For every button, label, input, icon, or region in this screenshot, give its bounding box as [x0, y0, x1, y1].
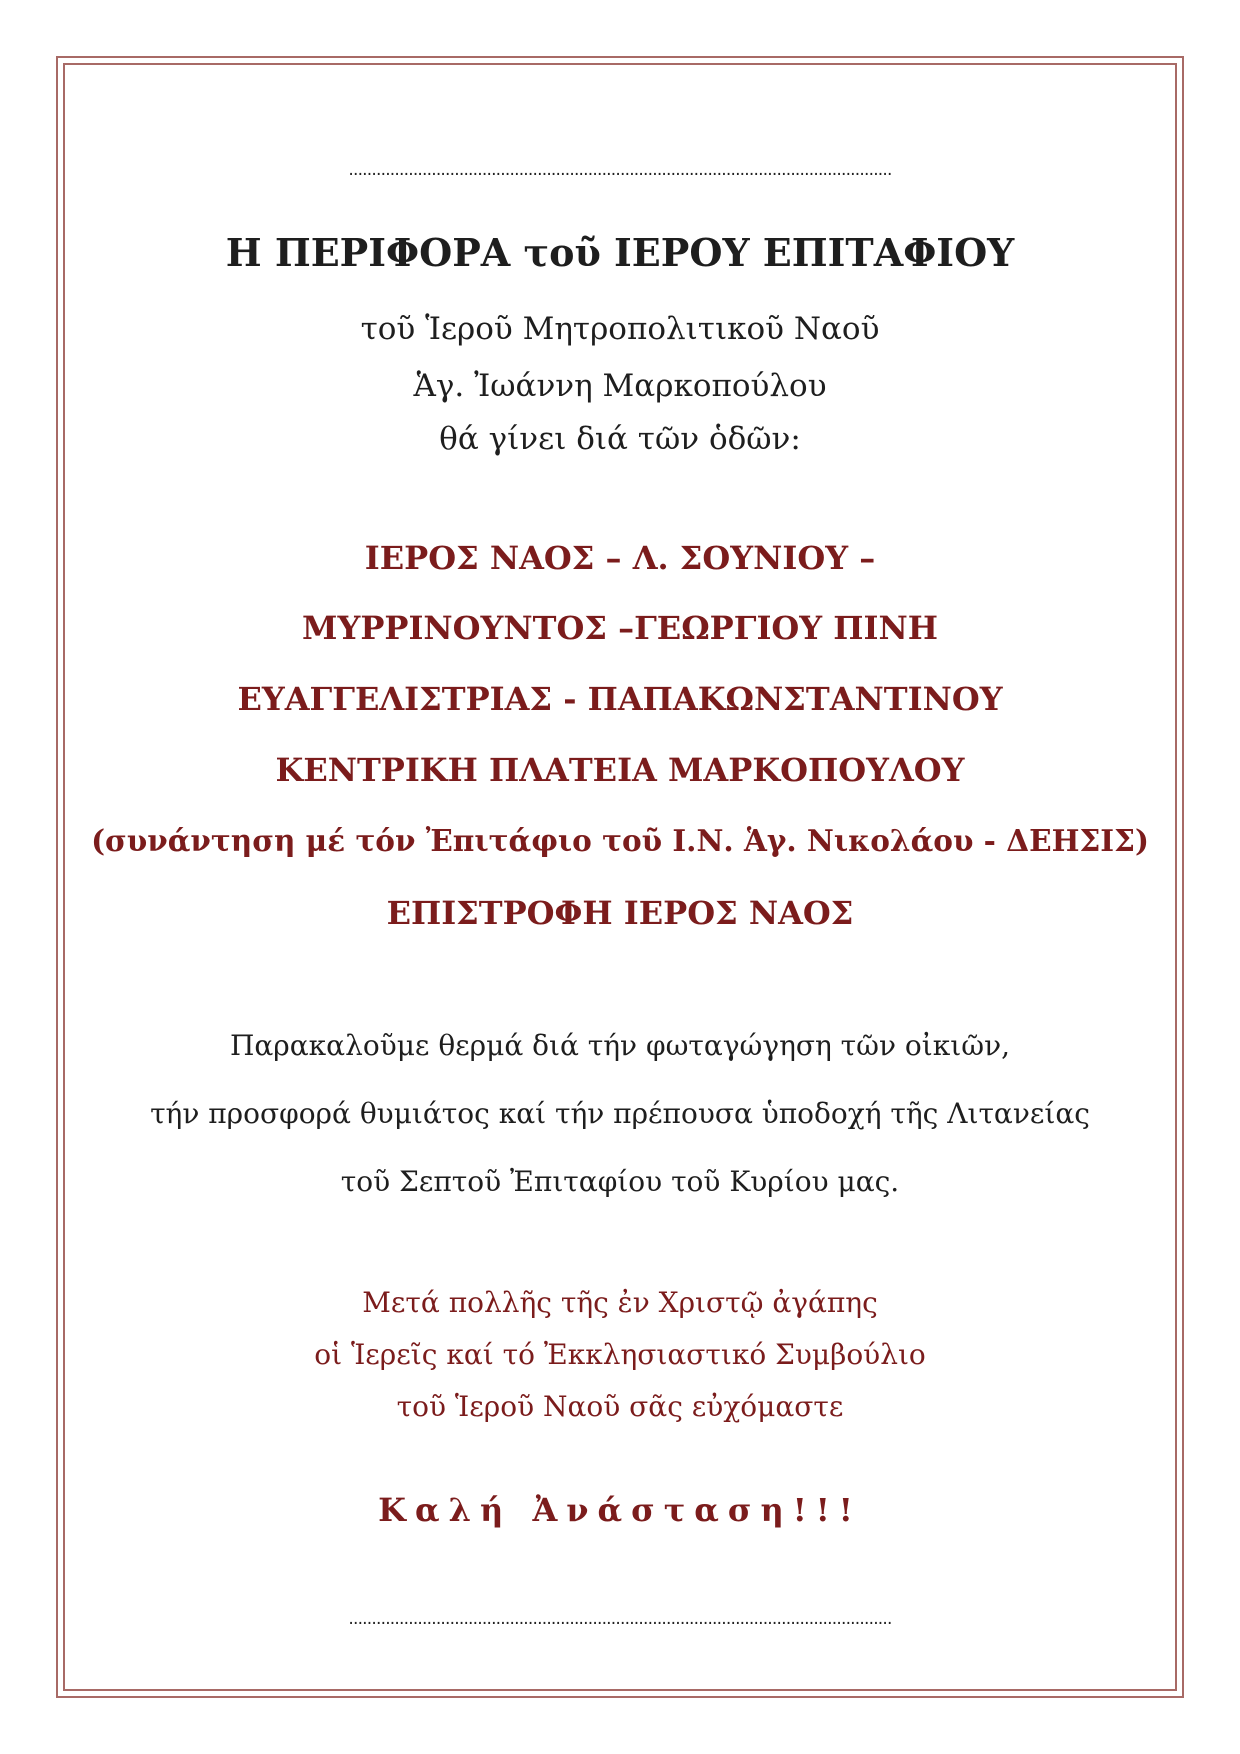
closing-line-2: οἱ Ἱερεῖς καί τό Ἐκκλησιαστικό Συμβούλιο [314, 1338, 926, 1371]
bottom-dotted-rule: ...................................................................................................................... [348, 1609, 892, 1629]
closing-line-3: τοῦ Ἱεροῦ Ναοῦ σᾶς εὐχόμαστε [396, 1390, 844, 1423]
request-line-2: τήν προσφορά θυμιάτος καί τήν πρέπουσα ὑποδοχή τῆς Λιτανείας [150, 1097, 1090, 1130]
route-line-6: ΕΠΙΣΤΡΟΦΗ ΙΕΡΟΣ ΝΑΟΣ [386, 894, 854, 932]
subtitle-line-3: θά γίνει διά τῶν ὁδῶν: [439, 421, 801, 457]
request-line-3: τοῦ Σεπτοῦ Ἐπιταφίου τοῦ Κυρίου μας. [340, 1165, 900, 1198]
subtitle-line-1: τοῦ Ἱεροῦ Μητροπολιτικοῦ Ναοῦ [360, 311, 880, 347]
top-dotted-rule: ...................................................................................................................... [348, 160, 892, 180]
subtitle-line-2: Ἁγ. Ἰωάννη Μαρκοπούλου [413, 368, 827, 404]
route-line-2: ΜΥΡΡΙΝΟΥΝΤΟΣ –ΓΕΩΡΓΙΟΥ ΠΙΝΗ [302, 609, 938, 647]
easter-greeting: Καλή Ἀνάσταση!!! [378, 1491, 862, 1529]
route-line-1: ΙΕΡΟΣ ΝΑΟΣ – Λ. ΣΟΥΝΙΟΥ – [364, 539, 876, 577]
document-title: Η ΠΕΡΙΦΟΡΑ τοῦ ΙΕΡΟΥ ΕΠΙΤΑΦΙΟΥ [225, 230, 1015, 275]
inner-border [63, 63, 1177, 1691]
route-line-4: ΚΕΝΤΡΙΚΗ ΠΛΑΤΕΙΑ ΜΑΡΚΟΠΟΥΛΟΥ [275, 751, 965, 789]
request-line-1: Παρακαλοῦμε θερμά διά τήν φωταγώγηση τῶν οἰκιῶν, [229, 1029, 1010, 1062]
route-line-3: ΕΥΑΓΓΕΛΙΣΤΡΙΑΣ - ΠΑΠΑΚΩΝΣΤΑΝΤΙΝΟΥ [237, 680, 1003, 718]
closing-line-1: Μετά πολλῆς τῆς ἐν Χριστῷ ἀγάπης [362, 1286, 878, 1319]
route-line-5: (συνάντηση μέ τόν Ἐπιτάφιο τοῦ Ι.Ν. Ἁγ. Νικολάου - ΔΕΗΣΙΣ) [91, 823, 1149, 858]
